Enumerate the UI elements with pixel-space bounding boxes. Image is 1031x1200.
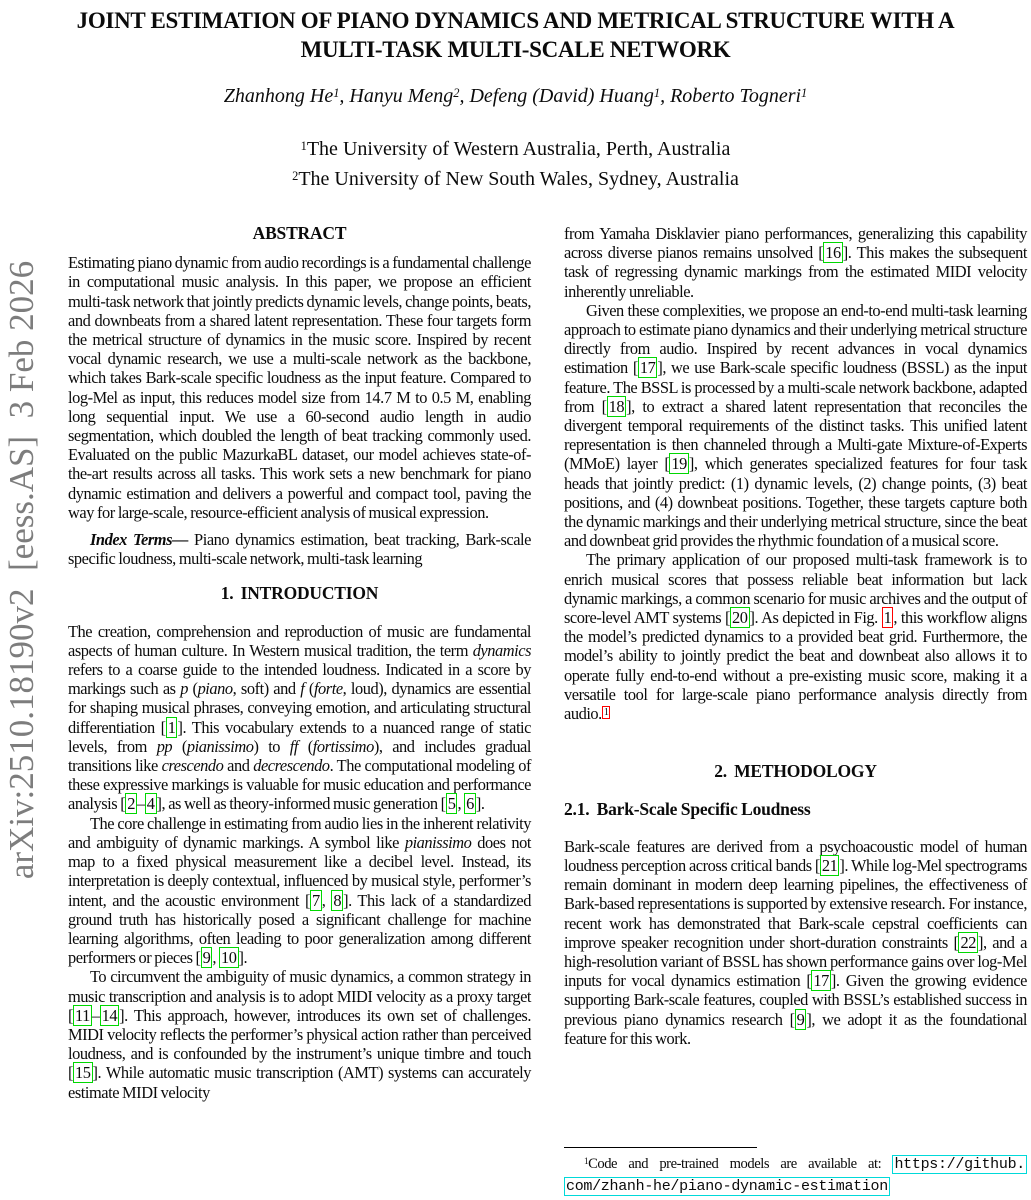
citation-link[interactable]: 7 (311, 890, 320, 910)
text-run: forte (313, 679, 343, 699)
text-run: and (223, 756, 254, 776)
text-run: refers to a coarse guide to the intended loudness. Indicated in a score by markings such as (68, 660, 531, 699)
text-run: ( (304, 679, 314, 699)
affiliations (0, 135, 1031, 195)
citation-link[interactable]: 14 (101, 1005, 118, 1025)
paper-title (0, 6, 1031, 64)
text-run: f (300, 679, 305, 699)
text-run: 1 (300, 138, 307, 153)
text-run: ]. This approach, however, introduces its own set of challenges. MIDI velocity reflects the performer’s physical action rather than perceived loudness, and is confounded by the instrument’s unique timbre and touch [ (68, 1005, 531, 1083)
text-run: ]. (238, 948, 248, 968)
text-run: The University of New South Wales, Sydney, Australia (298, 168, 739, 190)
intro-paragraph-2 (68, 814, 531, 968)
citation-link[interactable]: 1 (167, 717, 176, 737)
text-run: The University of Western Australia, Perth, Australia (306, 138, 731, 160)
text-run: The core challenge in estimating from audio lies in the inherent relativity and ambiguity of dynamic markings. A symbol like (68, 813, 531, 852)
citation-link[interactable]: 17 (813, 971, 829, 991)
text-run: To circumvent the ambiguity of music dynamics, a common strategy in music transcription and analysis is to adopt MIDI velocity as a proxy target [ (68, 967, 531, 1025)
citation-link[interactable]: 18 (608, 396, 625, 416)
citation-link[interactable]: 17 (639, 358, 656, 378)
text-run: Index Terms— (90, 530, 188, 550)
citation-link[interactable]: 16 (825, 243, 841, 263)
paper-header (0, 0, 1031, 195)
citation-link[interactable]: 8 (333, 890, 342, 910)
abstract-heading: ABSTRACT (252, 223, 347, 243)
text-run: , Defeng (David) Huang (459, 85, 654, 107)
citation-link[interactable]: 2 (127, 794, 136, 814)
text-run: ( (172, 736, 187, 756)
text-run: , soft) and (232, 679, 301, 699)
footnote-rule (564, 1147, 757, 1148)
text-run: pianissimo (186, 736, 254, 756)
code-url-link[interactable]: com/zhanh-he/piano-dynamic-estimation (566, 1178, 888, 1195)
intro-paragraph-5 (564, 301, 1027, 551)
text-run: crescendo (161, 756, 224, 776)
text-run: pp (156, 736, 173, 756)
right-column (564, 224, 1027, 1200)
text-run: ]. This vocabulary extends to a nuanced range of static levels, from (68, 717, 531, 756)
text-run: 1 (333, 85, 340, 100)
affiliation-1 (0, 135, 1031, 165)
text-run: ], to extract a shared latent representation that reconciles the divergent temporal requirements of the distinct tasks. This unified latent representation is then channeled through a Multi-gate Mixture-of-Experts (MMoE) layer [ (564, 396, 1027, 474)
text-run: ], and a high-resolution variant of BSSL has shown performance gains over log-Mel inputs for vocal dynamics estimation [ (564, 932, 1027, 991)
text-run: ], we use Bark-scale specific loudness (BSSL) as the input feature. The BSSL is processed by a multi-scale network backbone, adapted from [ (564, 358, 1027, 416)
text-run: ( (298, 736, 313, 756)
text-run: 1 (801, 85, 808, 100)
citation-link[interactable]: 15 (75, 1063, 91, 1083)
text-run: ]. Given the growing evidence supporting Bark-scale features, coupled with BSSL’s established success in previous piano dynamics research [ (564, 971, 1027, 1029)
text-run: piano (197, 679, 233, 699)
citation-link[interactable]: 10 (221, 948, 237, 968)
text-run: decrescendo (253, 756, 330, 776)
text-run: Given these complexities, we propose an end-to-end multi-task learning approach to estimate piano dynamics and their underlying metrical structure directly from audio. Inspired by recent advances in vocal dynamics estimation [ (564, 300, 1027, 378)
text-run: , Roberto Togneri (660, 85, 802, 107)
footnote-marker-link[interactable]: 1 (603, 706, 609, 718)
text-run: 1 (653, 85, 661, 100)
citation-link[interactable]: 4 (146, 794, 155, 814)
citation-link[interactable]: 6 (466, 794, 474, 814)
text-run: , (457, 794, 465, 814)
author-line (0, 85, 1031, 108)
text-run: – (91, 1005, 100, 1025)
citation-link[interactable]: 9 (796, 1009, 805, 1029)
code-url-link[interactable]: https://github. (894, 1156, 1025, 1173)
text-run: , Hanyu Meng (339, 85, 454, 107)
index-terms-paragraph (68, 530, 531, 568)
text-run: ]. While automatic music transcription (AMT) systems can accurately estimate MIDI velocity (68, 1063, 531, 1102)
text-run: ( (187, 679, 198, 699)
text-run: from Yamaha Disklavier piano performances, generalizing this capability across diverse pianos remains unsolved [ (564, 224, 1027, 263)
citation-link[interactable]: 11 (75, 1005, 90, 1025)
text-run: , this workflow aligns the model’s predicted dynamics to a provided beat grid. Furthermore, the model’s ability to jointly predict the beat and downbeat also allows it to operate fully end-to-end without a pre-existing music score, making it a versatile tool for large-scale piano performance analysis directly from audio. (564, 608, 1027, 724)
citation-link[interactable]: 20 (732, 608, 748, 628)
text-run: 2 (292, 168, 299, 183)
citation-link[interactable]: 5 (447, 794, 456, 814)
text-run: The creation, comprehension and reproduction of music are fundamental aspects of human culture. In Western musical tradition, the term (68, 621, 531, 660)
text-run: 1 (584, 1156, 589, 1167)
intro-paragraph-1 (68, 622, 531, 814)
text-run: – (137, 794, 145, 814)
two-column-body (68, 224, 1028, 1200)
text-run: pianissimo (404, 832, 472, 852)
text-run: ], which generates specialized features for four task heads that jointly predict: (1) dynamic levels, (2) change points, (3) beat positions, and (4) downbeat positions. Together, these targets capture both the dynamic markings and their underlying metrical structure, since the beat and downbeat grid provides the rhythmic foundation of a musical score. (564, 454, 1028, 551)
subsection-heading: 2.1. Bark-Scale Specific Loudness (564, 799, 811, 820)
figure-ref-link[interactable]: 1 (883, 608, 892, 628)
text-run: , (212, 948, 220, 968)
introduction-heading: 1. INTRODUCTION (220, 583, 379, 604)
text-run: , (321, 890, 332, 910)
text-run: . The computational modeling of these expressive markings is valuable for music education and performance analysis [ (68, 756, 531, 814)
paper-title-line1: JOINT ESTIMATION OF PIANO DYNAMICS AND METRICAL STRUCTURE WITH A (76, 8, 955, 33)
text-run: ]. While log-Mel spectrograms remain dominant in modern deep learning pipelines, the effectiveness of Bark-based representations is supported by extensive research. For instance, recent work has demonstrated that Bark-scale cepstral coefficients can improve speaker recognition under short-duration constraints [ (564, 855, 1027, 952)
citation-link[interactable]: 9 (202, 948, 211, 968)
text-run: Estimating piano dynamic from audio recordings is a fundamental challenge in computational music analysis. In this paper, we propose an efficient multi-task network that jointly predicts dynamic levels, change points, beats, and downbeats from a shared latent representation. These four targets form the metrical structure of dynamics in the music score. Inspired by recent vocal dynamic research, we use a multi-scale network as the backbone, which takes Bark-scale specific loudness as the input feature. Compared to log-Mel as input, this reduces model size from 14.7 M to 0.5 M, enabling long sequential input. We use a 60-second audio length in audio segmentation, which doubled the length of beat tracking commonly used. Evaluated on the public MazurkaBL dataset, our model achieves state-of-the-art results across all tasks. This work sets a new benchmark for piano dynamic estimation and delivers a powerful and compact tool, paving the way for large-scale, resource-efficient analysis of musical expression. (68, 253, 531, 522)
text-run: ), and includes gradual transitions like (68, 736, 531, 776)
methodology-heading: 2. METHODOLOGY (714, 761, 877, 782)
text-run: p (180, 679, 188, 699)
intro-paragraph-3 (68, 967, 531, 1101)
text-run: Piano dynamics estimation, beat tracking, Bark-scale specific loudness, multi-scale network, multi-task learning (68, 530, 531, 569)
footnote-block (564, 1147, 1027, 1200)
citation-link[interactable]: 22 (960, 932, 976, 952)
abstract-paragraph (68, 253, 531, 522)
text-run: Code and pre-trained models are available at: (588, 1156, 893, 1172)
arxiv-watermark (2, 190, 42, 950)
text-run: The primary application of our proposed multi-task framework is to enrich musical scores that possess reliable beat information but lack dynamic markings, a common scenario for music archives and the output of score-level AMT systems [ (564, 550, 1027, 628)
intro-paragraph-6 (564, 550, 1027, 726)
arxiv-watermark-text: arXiv:2510.18190v2 [eess.AS] 3 Feb 2026 (2, 260, 41, 880)
left-column (68, 224, 531, 1200)
text-run: does not map to a fixed physical measurement like a decibel level. Instead, its interpretation is deeply contextual, influenced by musical style, performer’s intent, and the acoustic environment [ (68, 832, 531, 910)
affiliation-2 (0, 165, 1031, 195)
text-run: ) to (253, 736, 290, 756)
text-run: Zhanhong He (223, 85, 334, 107)
text-run: ]. (475, 794, 485, 814)
text-run: ]. This makes the subsequent task of regressing dynamic markings from the estimated MIDI velocity inherently unreliable. (564, 243, 1027, 301)
text-run: ff (289, 736, 298, 756)
methodology-paragraph (564, 837, 1027, 1048)
footnote-text (564, 1154, 1027, 1197)
text-run: , loud), dynamics are essential for shaping musical phrases, conveying emotion, and articulating structural differentiation [ (68, 679, 531, 737)
intro-paragraph-4 (564, 224, 1027, 301)
paper-title-line2: MULTI-TASK MULTI-SCALE NETWORK (300, 37, 731, 62)
text-run: dynamics (472, 640, 531, 660)
text-run: ]. As depicted in Fig. (749, 608, 882, 628)
citation-link[interactable]: 19 (671, 454, 687, 474)
text-run: 2 (453, 85, 460, 100)
text-run: Bark-scale features are derived from a psychoacoustic model of human loudness perception across critical bands [ (564, 836, 1027, 875)
text-run: ], as well as theory-informed music generation [ (156, 794, 446, 814)
citation-link[interactable]: 21 (821, 855, 838, 875)
text-run: ], we adopt it as the foundational feature for this work. (564, 1009, 1027, 1048)
text-run: ]. This lack of a standardized ground truth has historically posed a significant challenge for machine learning algorithms, often leading to poor generalization among different performers or pieces [ (68, 890, 531, 968)
text-run: fortissimo (312, 736, 374, 756)
